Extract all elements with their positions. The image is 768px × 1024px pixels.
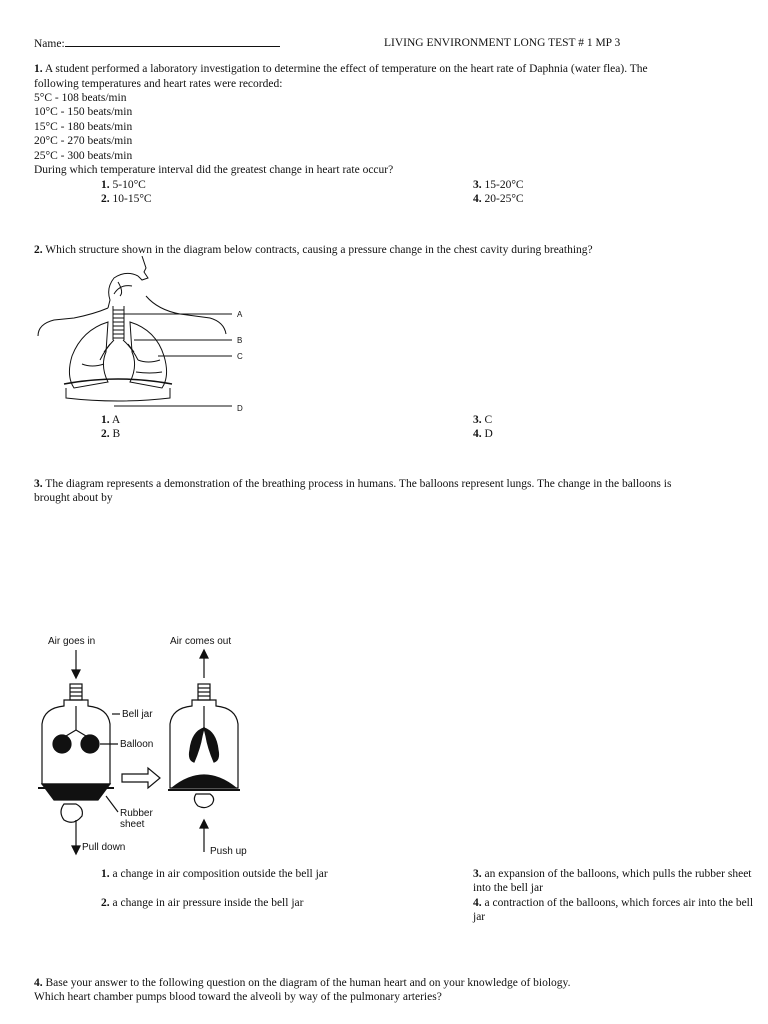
deflated-balloon-right (204, 728, 219, 762)
q2-option-4[interactable]: 4. D (473, 428, 493, 440)
q1-intro-line1: 1. A student performed a laboratory investigation to determine the effect of temperature on the heart rate of Daphnia (water flea). The (34, 63, 648, 75)
left-shoulder (38, 308, 108, 336)
head-outline (108, 273, 138, 308)
push-up-label: Push up (210, 846, 247, 857)
name-field[interactable] (34, 36, 280, 51)
name-blank[interactable] (65, 36, 280, 47)
q1-option-2[interactable]: 2. 10-15°C (101, 193, 152, 205)
test-title: LIVING ENVIRONMENT LONG TEST # 1 MP 3 (384, 37, 621, 49)
q4-number: 4. (34, 977, 43, 989)
name-label: Name: (34, 38, 65, 50)
q4-line2: Which heart chamber pumps blood toward the alveoli by way of the pulmonary arteries? (34, 991, 442, 1003)
air-goes-in-label: Air goes in (48, 636, 96, 647)
pull-down-label: Pull down (82, 842, 126, 853)
sheet-label: sheet (120, 819, 145, 830)
right-balloon (81, 735, 99, 753)
bell-jar-diagram (34, 628, 264, 864)
air-comes-out-label: Air comes out (170, 636, 232, 647)
q3-option-3[interactable]: 3. an expansion of the balloons, which pulls the rubber sheet into the bell jar (473, 868, 752, 894)
transition-arrow (122, 768, 160, 788)
face-outline (138, 256, 148, 280)
q4-line1: 4. Base your answer to the following question on the diagram of the human heart and on your knowledge of biology. (34, 977, 571, 989)
q1-data-row: 20°C - 270 beats/min (34, 135, 133, 147)
label-b: B (237, 336, 243, 345)
deflated-balloon-left (190, 728, 205, 762)
q1-option-3[interactable]: 3. 15-20°C (473, 179, 524, 191)
bell-jar-label: Bell jar (122, 709, 153, 720)
left-balloon (53, 735, 71, 753)
label-d: D (237, 404, 243, 413)
q2-option-1[interactable]: 1. A (101, 414, 121, 426)
label-c: C (237, 352, 243, 361)
q1-data-row: 10°C - 150 beats/min (34, 106, 133, 118)
q3-question-line2: brought about by (34, 492, 113, 504)
hand-icon (61, 804, 82, 822)
q1-data-row: 5°C - 108 beats/min (34, 92, 127, 104)
label-a: A (237, 310, 243, 319)
q3-option-2[interactable]: 2. a change in air pressure inside the bell jar (101, 897, 304, 909)
q3-number: 3. (34, 478, 43, 490)
right-shoulder (146, 296, 226, 334)
diaphragm (64, 379, 172, 384)
q1-number: 1. (34, 63, 43, 75)
q1-data-row: 25°C - 300 beats/min (34, 150, 133, 162)
q1-option-1[interactable]: 1. 5-10°C (101, 179, 146, 191)
q1-question: During which temperature interval did the greatest change in heart rate occur? (34, 164, 394, 176)
right-bell-jar (168, 684, 240, 852)
q1-intro-line2: following temperatures and heart rates were recorded: (34, 78, 283, 90)
q2-question: 2. Which structure shown in the diagram below contracts, causing a pressure change in the chest cavity during breathing? (34, 244, 593, 256)
q2-option-3[interactable]: 3. C (473, 414, 493, 426)
q3-option-1[interactable]: 1. a change in air composition outside the bell jar (101, 868, 328, 880)
push-hand-icon (194, 794, 213, 808)
rubber-sheet-pushed (172, 775, 236, 788)
q2-number: 2. (34, 244, 43, 256)
q2-option-2[interactable]: 2. B (101, 428, 121, 440)
q3-option-4[interactable]: 4. a contraction of the balloons, which forces air into the bell jar (473, 897, 754, 923)
trachea (113, 306, 124, 340)
rubber-label: Rubber (120, 808, 153, 819)
q1-data-row: 15°C - 180 beats/min (34, 121, 133, 133)
left-bell-jar (38, 684, 114, 854)
respiratory-diagram (34, 256, 264, 416)
q1-option-4[interactable]: 4. 20-25°C (473, 193, 524, 205)
rubber-sheet-pulled (42, 784, 110, 800)
q3-question-line1: 3. The diagram represents a demonstration of the breathing process in humans. The balloons represent lungs. The change in the balloons is (34, 478, 672, 490)
balloon-label: Balloon (120, 739, 154, 750)
